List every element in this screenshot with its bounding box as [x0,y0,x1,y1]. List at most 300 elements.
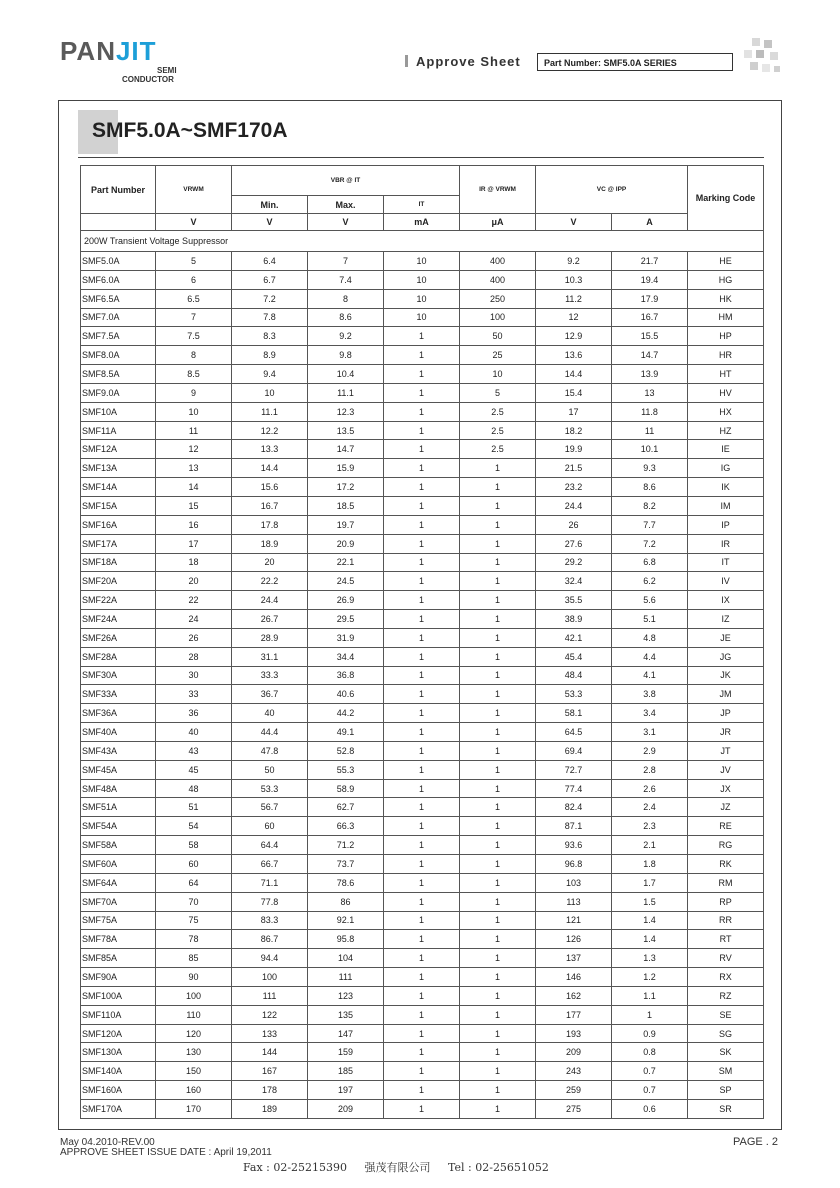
cell-vbr-min: 167 [232,1062,308,1081]
cell-vbr-min: 77.8 [232,892,308,911]
cell-vbr-max: 8 [308,289,384,308]
cell-ir: 1 [460,572,536,591]
cell-ir: 25 [460,346,536,365]
cell-ipp: 5.1 [612,610,688,629]
cell-ir: 2.5 [460,402,536,421]
cell-vc: 26 [536,515,612,534]
cell-ir: 1 [460,459,536,478]
cell-ipp: 7.2 [612,534,688,553]
cell-ipp: 7.7 [612,515,688,534]
cell-ir: 1 [460,704,536,723]
cell-vbr-min: 47.8 [232,741,308,760]
cell-ir: 2.5 [460,421,536,440]
cell-ir: 400 [460,252,536,271]
cell-vbr-min: 15.6 [232,478,308,497]
cell-ir: 1 [460,1081,536,1100]
cell-vc: 12.9 [536,327,612,346]
cell-marking-code: IM [688,496,764,515]
cell-ipp: 13.9 [612,365,688,384]
cell-vbr-max: 44.2 [308,704,384,723]
cell-ipp: 0.7 [612,1081,688,1100]
document-type: Approve Sheet [405,54,521,69]
table-row [81,440,764,459]
cell-it: 1 [384,534,460,553]
cell-part-number: SMF36A [81,704,156,723]
cell-ir: 250 [460,289,536,308]
cell-marking-code: HK [688,289,764,308]
cell-marking-code: JP [688,704,764,723]
cell-marking-code: SM [688,1062,764,1081]
cell-vrwm: 18 [156,553,232,572]
cell-vbr-max: 9.2 [308,327,384,346]
cell-part-number: SMF48A [81,779,156,798]
cell-vc: 69.4 [536,741,612,760]
unit-cell: V [232,214,308,231]
table-row [81,1062,764,1081]
cell-marking-code: JZ [688,798,764,817]
cell-vrwm: 58 [156,836,232,855]
issue-date-text: APPROVE SHEET ISSUE DATE : April 19,2011 [60,1147,272,1158]
cell-vbr-min: 16.7 [232,496,308,515]
cell-vbr-max: 197 [308,1081,384,1100]
cell-vbr-min: 26.7 [232,610,308,629]
cell-vc: 137 [536,949,612,968]
cell-vbr-min: 7.2 [232,289,308,308]
cell-it: 10 [384,270,460,289]
cell-ipp: 21.7 [612,252,688,271]
cell-ipp: 1.4 [612,911,688,930]
cell-ir: 1 [460,911,536,930]
cell-part-number: SMF130A [81,1043,156,1062]
cell-vc: 18.2 [536,421,612,440]
cell-vbr-max: 135 [308,1005,384,1024]
cell-part-number: SMF33A [81,685,156,704]
cell-vrwm: 9 [156,383,232,402]
cell-ir: 1 [460,986,536,1005]
cell-vc: 275 [536,1099,612,1118]
cell-vbr-max: 15.9 [308,459,384,478]
cell-part-number: SMF11A [81,421,156,440]
cell-part-number: SMF7.0A [81,308,156,327]
cell-it: 1 [384,591,460,610]
checker-decoration-icon [742,38,782,78]
cell-vbr-min: 31.1 [232,647,308,666]
cell-vrwm: 43 [156,741,232,760]
cell-marking-code: SP [688,1081,764,1100]
cell-it: 1 [384,383,460,402]
cell-ir: 2.5 [460,440,536,459]
table-row [81,553,764,572]
table-row [81,685,764,704]
cell-part-number: SMF140A [81,1062,156,1081]
cell-vrwm: 33 [156,685,232,704]
cell-marking-code: IZ [688,610,764,629]
cell-vbr-min: 12.2 [232,421,308,440]
cell-vc: 93.6 [536,836,612,855]
cell-vbr-max: 123 [308,986,384,1005]
cell-ipp: 9.3 [612,459,688,478]
cell-ir: 1 [460,817,536,836]
table-row [81,515,764,534]
cell-part-number: SMF13A [81,459,156,478]
cell-it: 1 [384,949,460,968]
cell-vbr-max: 14.7 [308,440,384,459]
cell-marking-code: IE [688,440,764,459]
table-row [81,610,764,629]
cell-part-number: SMF30A [81,666,156,685]
cell-ipp: 0.7 [612,1062,688,1081]
unit-cell: V [308,214,384,231]
cell-ipp: 6.2 [612,572,688,591]
cell-vbr-min: 22.2 [232,572,308,591]
cell-vrwm: 6.5 [156,289,232,308]
cell-vc: 17 [536,402,612,421]
cell-marking-code: SK [688,1043,764,1062]
cell-it: 1 [384,327,460,346]
cell-vc: 96.8 [536,855,612,874]
cell-it: 1 [384,930,460,949]
cell-vbr-min: 17.8 [232,515,308,534]
table-row [81,986,764,1005]
table-row [81,308,764,327]
table-row [81,327,764,346]
cell-marking-code: JM [688,685,764,704]
cell-vc: 27.6 [536,534,612,553]
cell-marking-code: HZ [688,421,764,440]
cell-it: 1 [384,779,460,798]
cell-vbr-min: 6.7 [232,270,308,289]
cell-vbr-min: 53.3 [232,779,308,798]
cell-part-number: SMF6.0A [81,270,156,289]
cell-it: 1 [384,628,460,647]
cell-vrwm: 10 [156,402,232,421]
cell-vrwm: 30 [156,666,232,685]
cell-part-number: SMF90A [81,968,156,987]
cell-ipp: 1.2 [612,968,688,987]
cell-vbr-max: 10.4 [308,365,384,384]
cell-ir: 100 [460,308,536,327]
unit-cell: A [612,214,688,231]
cell-ir: 10 [460,365,536,384]
cell-ipp: 1.4 [612,930,688,949]
cell-ir: 1 [460,685,536,704]
table-row [81,647,764,666]
table-row [81,968,764,987]
unit-blank [81,214,156,231]
cell-vrwm: 45 [156,760,232,779]
page-number: PAGE . 2 [733,1136,779,1148]
table-row [81,855,764,874]
table-row [81,836,764,855]
table-row [81,289,764,308]
cell-vrwm: 20 [156,572,232,591]
cell-marking-code: HT [688,365,764,384]
cell-ipp: 2.8 [612,760,688,779]
cell-part-number: SMF78A [81,930,156,949]
cell-vbr-min: 122 [232,1005,308,1024]
cell-vc: 243 [536,1062,612,1081]
cell-vbr-min: 111 [232,986,308,1005]
cell-part-number: SMF12A [81,440,156,459]
cell-marking-code: RV [688,949,764,968]
cell-it: 1 [384,346,460,365]
cell-vbr-min: 14.4 [232,459,308,478]
header-vc-at-ipp: VC @ IPP [536,166,688,214]
header-min: Min. [232,196,308,214]
cell-ir: 5 [460,383,536,402]
cell-ipp: 3.1 [612,723,688,742]
cell-vbr-min: 60 [232,817,308,836]
table-row [81,1081,764,1100]
cell-it: 1 [384,647,460,666]
cell-marking-code: JR [688,723,764,742]
cell-vbr-min: 71.1 [232,873,308,892]
header-marking-code: Marking Code [688,166,764,231]
cell-it: 1 [384,873,460,892]
cell-ir: 1 [460,855,536,874]
cell-vrwm: 90 [156,968,232,987]
cell-marking-code: RZ [688,986,764,1005]
cell-vbr-max: 55.3 [308,760,384,779]
cell-vbr-max: 159 [308,1043,384,1062]
cell-vbr-max: 18.5 [308,496,384,515]
cell-part-number: SMF120A [81,1024,156,1043]
heading-bar-icon [405,55,408,67]
cell-vbr-max: 78.6 [308,873,384,892]
cell-vc: 209 [536,1043,612,1062]
cell-vrwm: 15 [156,496,232,515]
cell-it: 1 [384,1043,460,1062]
cell-it: 1 [384,496,460,515]
cell-vc: 162 [536,986,612,1005]
cell-part-number: SMF60A [81,855,156,874]
cell-marking-code: HP [688,327,764,346]
cell-ipp: 10.1 [612,440,688,459]
cell-it: 1 [384,553,460,572]
cell-it: 1 [384,855,460,874]
cell-vbr-min: 64.4 [232,836,308,855]
cell-vrwm: 85 [156,949,232,968]
cell-vbr-max: 9.8 [308,346,384,365]
cell-it: 1 [384,1024,460,1043]
cell-marking-code: RP [688,892,764,911]
cell-vbr-max: 20.9 [308,534,384,553]
cell-vc: 146 [536,968,612,987]
cell-vbr-min: 83.3 [232,911,308,930]
cell-ipp: 0.9 [612,1024,688,1043]
logo-conductor-text: CONDUCTOR [122,75,174,84]
cell-part-number: SMF22A [81,591,156,610]
table-row [81,798,764,817]
cell-part-number: SMF15A [81,496,156,515]
cell-vbr-min: 56.7 [232,798,308,817]
cell-ipp: 11.8 [612,402,688,421]
cell-vrwm: 51 [156,798,232,817]
cell-vrwm: 70 [156,892,232,911]
cell-vrwm: 64 [156,873,232,892]
cell-ir: 1 [460,610,536,629]
cell-marking-code: HX [688,402,764,421]
table-row [81,572,764,591]
cell-it: 1 [384,892,460,911]
cell-vc: 193 [536,1024,612,1043]
cell-vbr-min: 18.9 [232,534,308,553]
cell-vbr-min: 13.3 [232,440,308,459]
cell-vbr-max: 95.8 [308,930,384,949]
cell-part-number: SMF110A [81,1005,156,1024]
cell-vrwm: 12 [156,440,232,459]
cell-part-number: SMF16A [81,515,156,534]
cell-ipp: 6.8 [612,553,688,572]
cell-vc: 35.5 [536,591,612,610]
cell-ipp: 16.7 [612,308,688,327]
cell-vrwm: 100 [156,986,232,1005]
unit-cell: V [156,214,232,231]
cell-vc: 14.4 [536,365,612,384]
table-row [81,760,764,779]
cell-vc: 48.4 [536,666,612,685]
cell-vrwm: 48 [156,779,232,798]
table-row [81,252,764,271]
cell-marking-code: HM [688,308,764,327]
cell-marking-code: IT [688,553,764,572]
cell-ipp: 17.9 [612,289,688,308]
revision-text: May 04.2010-REV.00 [60,1137,155,1148]
cell-it: 1 [384,402,460,421]
cell-vc: 19.9 [536,440,612,459]
table-row [81,270,764,289]
cell-vbr-max: 22.1 [308,553,384,572]
cell-ir: 1 [460,478,536,497]
table-row [81,930,764,949]
table-row [81,779,764,798]
cell-part-number: SMF26A [81,628,156,647]
cell-marking-code: JV [688,760,764,779]
cell-vrwm: 17 [156,534,232,553]
cell-vbr-min: 86.7 [232,930,308,949]
cell-vbr-max: 49.1 [308,723,384,742]
cell-part-number: SMF9.0A [81,383,156,402]
cell-marking-code: IV [688,572,764,591]
cell-vbr-max: 66.3 [308,817,384,836]
table-row [81,534,764,553]
contact-line: Fax : 02-25215390 强茂有限公司 Tel : 02-25651052 [243,1161,549,1174]
header-vrwm: VRWM [156,166,232,214]
cell-vrwm: 8 [156,346,232,365]
cell-ir: 1 [460,628,536,647]
cell-ir: 1 [460,836,536,855]
cell-part-number: SMF160A [81,1081,156,1100]
cell-it: 10 [384,252,460,271]
title-divider [78,157,764,158]
cell-part-number: SMF100A [81,986,156,1005]
cell-vbr-max: 26.9 [308,591,384,610]
cell-part-number: SMF85A [81,949,156,968]
cell-vc: 64.5 [536,723,612,742]
cell-ir: 1 [460,666,536,685]
cell-ipp: 13 [612,383,688,402]
unit-cell: mA [384,214,460,231]
cell-vrwm: 5 [156,252,232,271]
cell-vc: 32.4 [536,572,612,591]
cell-vc: 42.1 [536,628,612,647]
cell-vbr-min: 178 [232,1081,308,1100]
table-row [81,911,764,930]
cell-vbr-max: 31.9 [308,628,384,647]
header-it: IT [384,196,460,214]
cell-ir: 1 [460,949,536,968]
cell-ir: 1 [460,1024,536,1043]
cell-ipp: 1.7 [612,873,688,892]
cell-vrwm: 40 [156,723,232,742]
cell-ipp: 5.6 [612,591,688,610]
cell-marking-code: HE [688,252,764,271]
table-row [81,723,764,742]
header-vbr-at-it: VBR @ IT [232,166,460,196]
cell-ir: 1 [460,892,536,911]
cell-part-number: SMF10A [81,402,156,421]
cell-ipp: 0.6 [612,1099,688,1118]
cell-ir: 1 [460,873,536,892]
unit-cell: V [536,214,612,231]
cell-vbr-max: 12.3 [308,402,384,421]
cell-vbr-max: 62.7 [308,798,384,817]
cell-vbr-max: 36.8 [308,666,384,685]
cell-vbr-min: 28.9 [232,628,308,647]
cell-part-number: SMF70A [81,892,156,911]
cell-it: 1 [384,685,460,704]
cell-ipp: 3.8 [612,685,688,704]
cell-marking-code: JG [688,647,764,666]
cell-marking-code: JE [688,628,764,647]
cell-ipp: 15.5 [612,327,688,346]
cell-it: 1 [384,760,460,779]
cell-vbr-min: 7.8 [232,308,308,327]
cell-ir: 1 [460,968,536,987]
cell-it: 1 [384,1099,460,1118]
cell-vc: 82.4 [536,798,612,817]
cell-vbr-min: 40 [232,704,308,723]
cell-marking-code: JX [688,779,764,798]
cell-vc: 177 [536,1005,612,1024]
section-title: 200W Transient Voltage Suppressor [81,231,764,252]
cell-ipp: 4.8 [612,628,688,647]
cell-vc: 58.1 [536,704,612,723]
cell-ir: 1 [460,1005,536,1024]
cell-ipp: 8.6 [612,478,688,497]
cell-it: 1 [384,723,460,742]
table-row [81,365,764,384]
cell-ipp: 19.4 [612,270,688,289]
table-row [81,421,764,440]
cell-vc: 24.4 [536,496,612,515]
cell-vbr-max: 147 [308,1024,384,1043]
cell-part-number: SMF51A [81,798,156,817]
cell-ir: 1 [460,760,536,779]
cell-part-number: SMF64A [81,873,156,892]
cell-vrwm: 75 [156,911,232,930]
cell-vbr-max: 7.4 [308,270,384,289]
table-row [81,459,764,478]
table-row [81,949,764,968]
cell-vrwm: 24 [156,610,232,629]
cell-marking-code: HG [688,270,764,289]
cell-ir: 50 [460,327,536,346]
header-part-number: Part Number [81,166,156,214]
cell-vbr-max: 7 [308,252,384,271]
cell-vrwm: 26 [156,628,232,647]
cell-marking-code: RK [688,855,764,874]
